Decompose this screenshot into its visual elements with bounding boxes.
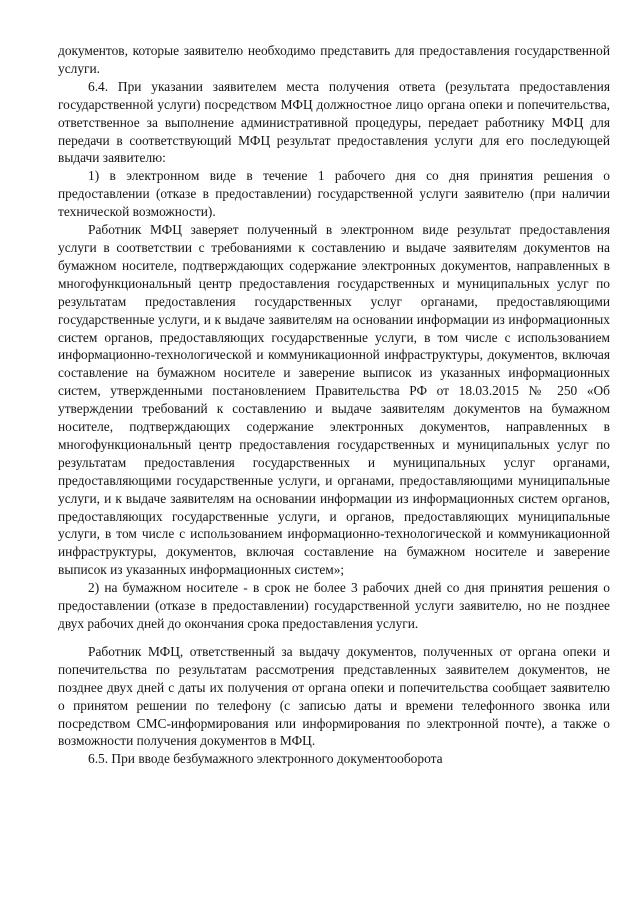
paragraph-item-2: 2) на бумажном носителе - в срок не более 3 рабочих дней со дня принятия решения о предоставлении (отказе в предоставлении) государственной услуги заявителю, но не позднее двух рабочих дней до окончания срока предоставления услуги. (58, 580, 610, 631)
paragraph-6-4: 6.4. При указании заявителем места получения ответа (результата предоставления государственной услуги) посредством МФЦ должностное лицо органа опеки и попечительства, ответственное за выполнение административной процедуры, передает работнику МФЦ для передачи в соответствующий МФЦ результат предоставления услуги для его последующей выдачи заявителю: (58, 78, 610, 166)
paragraph-item-1: 1) в электронном виде в течение 1 рабочего дня со дня принятия решения о предоставлении (отказе в предоставлении) государственной услуги заявителю (при наличии технической возможности). (58, 168, 610, 220)
paragraph-mfc-certification: Работник МФЦ заверяет полученный в электронном виде результат предоставления услуги в соответствии с требованиями к составлению и выдаче заявителям документов на бумажном носителе, подтверждающих содержание электронных документов, направленных в многофункциональный центр предоставления государственных и муниципальных услуг по результатам предоставления государственных услуг органами, предоставляющими государственные услуги, и к выдаче заявителям на основании информации из информационных систем органов, предоставляющих государственные услуги, в том числе с использованием информационно-технологической и коммуникационной инфраструктуры, документов, включая составление на бумажном носителе и заверение выписок из указанных информационных систем, утвержденными постановлением Правительства РФ от 18.03.2015 № 250 «Об утверждении требований к составлению и выдаче заявителям документов на бумажном носителе, подтверждающих содержание электронных документов, направленных в многофункциональный центр предоставления государственных и муниципальных услуг по результатам предоставления государственных и муниципальных услуг органами, предоставляющими государственные услуги, и органами, предоставляющими муниципальные услуги, и к выдаче заявителям на основании информации из информационных систем органов, предоставляющих государственные услуги, и органов, предоставляющих муниципальные услуги, в том числе с использованием информационно-технологической и коммуникационной инфраструктуры, документов, включая составление на бумажном носителе и заверение выписок из указанных информационных систем»; (58, 222, 610, 578)
paragraph-6-5: 6.5. При вводе безбумажного электронного документооборота (88, 751, 443, 767)
document-page (58, 42, 610, 768)
paragraph-continuation: документов, которые заявителю необходимо представить для предоставления государственной услуги. (58, 43, 610, 76)
paragraph-mfc-notification: Работник МФЦ, ответственный за выдачу документов, полученных от органа опеки и попечительства по результатам рассмотрения представленных заявителем документов, не позднее двух дней с даты их получения от органа опеки и попечительства сообщает заявителю о принятом решении по телефону (с записью даты и времени телефонного звонка или посредством СМС-информирования или информирования по электронной почте), а также о возможности получения документов в МФЦ. (58, 643, 610, 749)
